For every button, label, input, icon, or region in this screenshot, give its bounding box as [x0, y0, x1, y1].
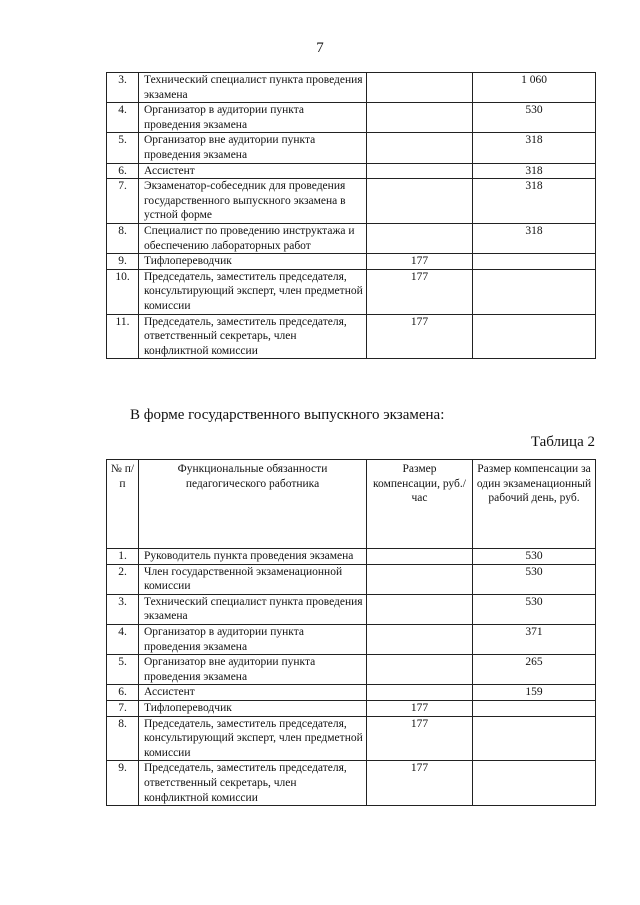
- table-1-body: [107, 73, 596, 359]
- row-daily-rate: 530: [473, 103, 596, 133]
- row-number: 9.: [107, 761, 139, 806]
- row-number: 1.: [107, 549, 139, 565]
- table-row: [107, 179, 596, 224]
- section-caption: В форме государственного выпускного экзамена:: [130, 407, 445, 423]
- row-number: 6.: [107, 163, 139, 179]
- row-hourly-rate: [367, 685, 473, 701]
- table-row: [107, 269, 596, 314]
- row-number: 10.: [107, 269, 139, 314]
- table-row: [107, 624, 596, 654]
- table-row: [107, 685, 596, 701]
- row-daily-rate: [473, 700, 596, 716]
- row-role: Организатор вне аудитории пункта проведения экзамена: [139, 133, 367, 163]
- row-number: 2.: [107, 564, 139, 594]
- page-number: 7: [316, 40, 324, 56]
- row-number: 7.: [107, 179, 139, 224]
- row-daily-rate: 371: [473, 624, 596, 654]
- row-role: Член государственной экзаменационной комиссии: [139, 564, 367, 594]
- row-hourly-rate: [367, 655, 473, 685]
- row-hourly-rate: [367, 564, 473, 594]
- row-daily-rate: 159: [473, 685, 596, 701]
- row-daily-rate: 318: [473, 163, 596, 179]
- row-number: 4.: [107, 103, 139, 133]
- row-daily-rate: [473, 254, 596, 270]
- header-num: № п/п: [107, 460, 139, 549]
- row-daily-rate: [473, 269, 596, 314]
- row-hourly-rate: 177: [367, 314, 473, 359]
- table-row: [107, 594, 596, 624]
- row-role: Тифлопереводчик: [139, 700, 367, 716]
- row-hourly-rate: [367, 73, 473, 103]
- table-row: [107, 103, 596, 133]
- row-daily-rate: 318: [473, 133, 596, 163]
- table-row: [107, 314, 596, 359]
- row-hourly-rate: [367, 103, 473, 133]
- row-number: 9.: [107, 254, 139, 270]
- row-daily-rate: [473, 761, 596, 806]
- header-role: Функциональные обязанности педагогического работника: [139, 460, 367, 549]
- row-hourly-rate: 177: [367, 761, 473, 806]
- table-row: [107, 223, 596, 253]
- row-daily-rate: 530: [473, 564, 596, 594]
- row-role: Тифлопереводчик: [139, 254, 367, 270]
- row-number: 8.: [107, 223, 139, 253]
- row-daily-rate: [473, 314, 596, 359]
- row-role: Специалист по проведению инструктажа и обеспечению лабораторных работ: [139, 223, 367, 253]
- row-role: Председатель, заместитель председателя, консультирующий эксперт, член предметной комиссии: [139, 269, 367, 314]
- row-number: 5.: [107, 133, 139, 163]
- table-2-header: [107, 460, 596, 549]
- row-role: Организатор вне аудитории пункта проведения экзамена: [139, 655, 367, 685]
- row-role: Экзаменатор-собеседник для проведения государственного выпускного экзамена в устной форме: [139, 179, 367, 224]
- row-hourly-rate: [367, 163, 473, 179]
- table-row: [107, 564, 596, 594]
- table-row: [107, 761, 596, 806]
- row-hourly-rate: [367, 549, 473, 565]
- row-number: 5.: [107, 655, 139, 685]
- row-daily-rate: 530: [473, 594, 596, 624]
- row-daily-rate: 318: [473, 223, 596, 253]
- compensation-table-2: [106, 459, 596, 806]
- row-hourly-rate: [367, 133, 473, 163]
- row-daily-rate: [473, 716, 596, 761]
- row-hourly-rate: [367, 179, 473, 224]
- row-role: Председатель, заместитель председателя, ответственный секретарь, член конфликтной комиссии: [139, 314, 367, 359]
- row-role: Ассистент: [139, 685, 367, 701]
- row-role: Председатель, заместитель председателя, консультирующий эксперт, член предметной комиссии: [139, 716, 367, 761]
- row-number: 11.: [107, 314, 139, 359]
- row-role: Организатор в аудитории пункта проведения экзамена: [139, 103, 367, 133]
- table-2-label: Таблица 2: [530, 434, 595, 450]
- row-role: Технический специалист пункта проведения экзамена: [139, 594, 367, 624]
- row-daily-rate: 265: [473, 655, 596, 685]
- table-row: [107, 549, 596, 565]
- row-number: 8.: [107, 716, 139, 761]
- row-number: 6.: [107, 685, 139, 701]
- compensation-table-continued: [106, 72, 596, 359]
- row-hourly-rate: [367, 223, 473, 253]
- row-daily-rate: 318: [473, 179, 596, 224]
- row-role: Организатор в аудитории пункта проведения экзамена: [139, 624, 367, 654]
- row-hourly-rate: 177: [367, 700, 473, 716]
- row-number: 3.: [107, 594, 139, 624]
- row-hourly-rate: [367, 594, 473, 624]
- header-row: [107, 460, 596, 549]
- row-role: Руководитель пункта проведения экзамена: [139, 549, 367, 565]
- row-number: 3.: [107, 73, 139, 103]
- row-role: Технический специалист пункта проведения экзамена: [139, 73, 367, 103]
- row-hourly-rate: [367, 624, 473, 654]
- row-role: Ассистент: [139, 163, 367, 179]
- table-row: [107, 700, 596, 716]
- header-hourly: Размер компенсации, руб./час: [367, 460, 473, 549]
- row-daily-rate: 530: [473, 549, 596, 565]
- table-row: [107, 655, 596, 685]
- table-row: [107, 163, 596, 179]
- header-daily: Размер компенсации за один экзаменационный рабочий день, руб.: [473, 460, 596, 549]
- table-row: [107, 716, 596, 761]
- table-row: [107, 254, 596, 270]
- table-2-body: [107, 549, 596, 806]
- row-number: 4.: [107, 624, 139, 654]
- row-hourly-rate: 177: [367, 254, 473, 270]
- table-row: [107, 133, 596, 163]
- table-row: [107, 73, 596, 103]
- row-role: Председатель, заместитель председателя, ответственный секретарь, член конфликтной комиссии: [139, 761, 367, 806]
- row-number: 7.: [107, 700, 139, 716]
- row-daily-rate: 1 060: [473, 73, 596, 103]
- row-hourly-rate: 177: [367, 269, 473, 314]
- row-hourly-rate: 177: [367, 716, 473, 761]
